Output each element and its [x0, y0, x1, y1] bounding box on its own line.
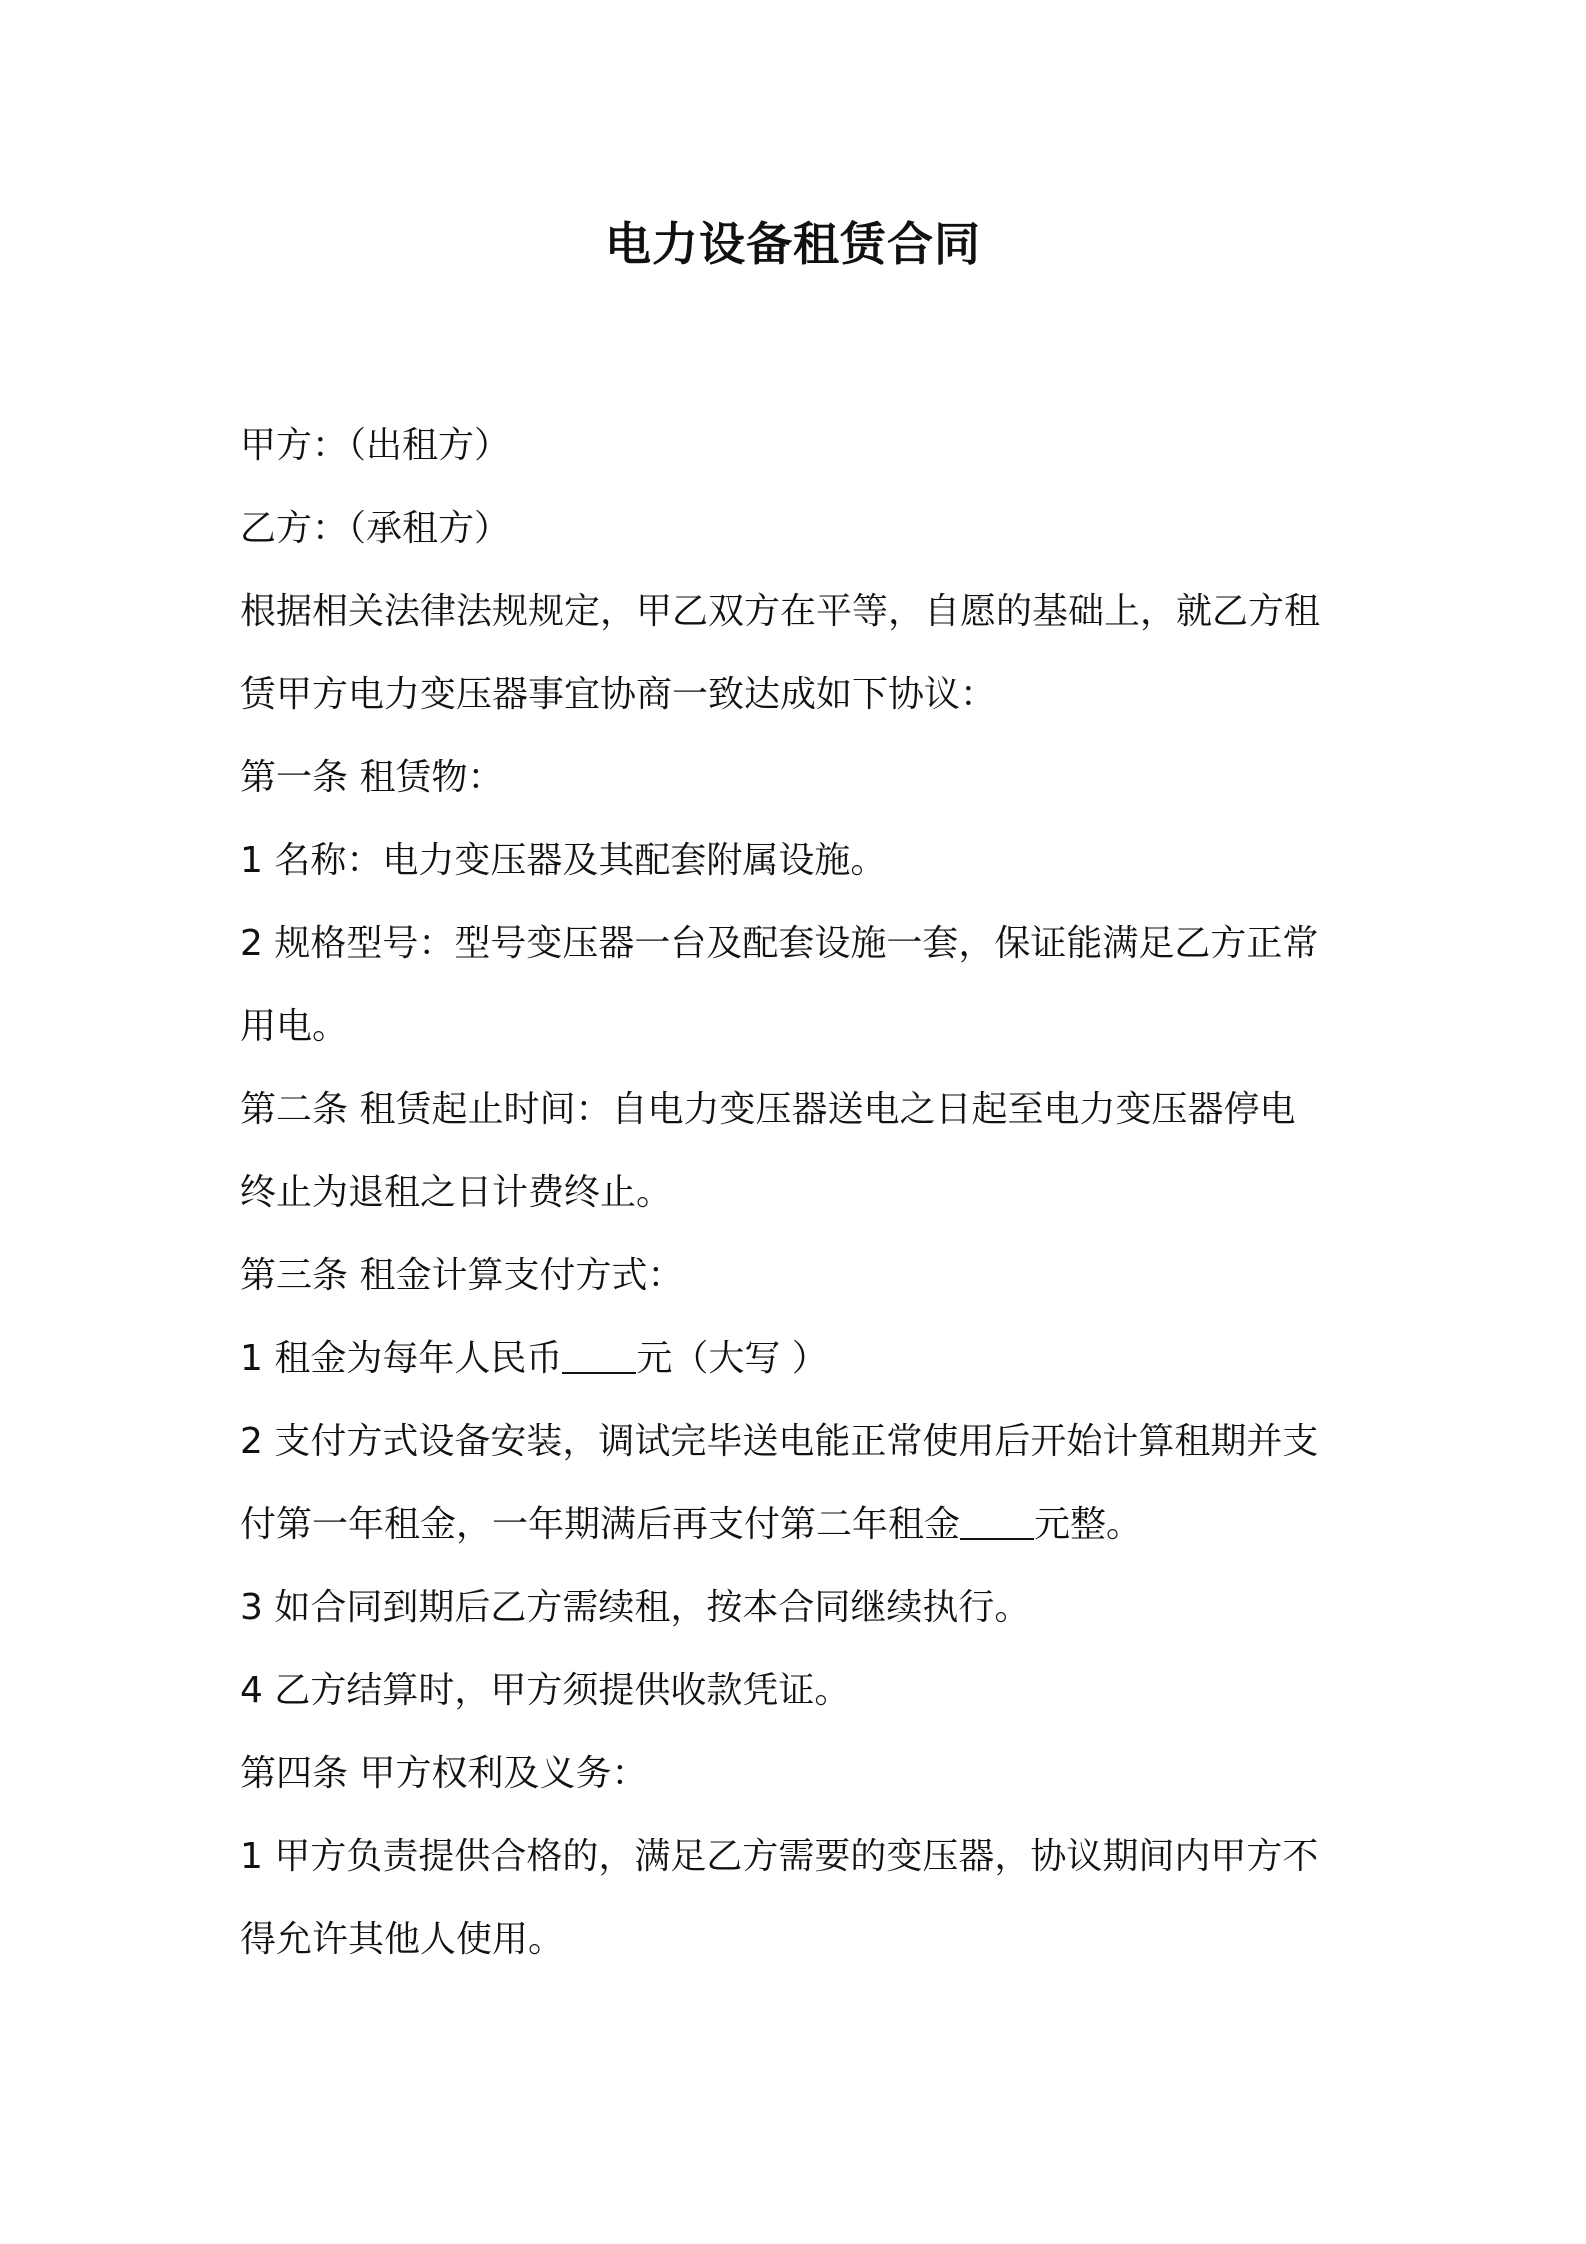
party-b-line: 乙方：（承租方） [240, 508, 511, 549]
article-4-heading: 第四条 甲方权利及义务： [240, 1753, 648, 1794]
document-body [240, 404, 1360, 1981]
article-3-item-2-line-1: 2 支付方式设备安装，调试完毕送电能正常使用后开始计算租期并支 [240, 1421, 1319, 1462]
article-3-item-3: 3 如合同到期后乙方需续租，按本合同继续执行。 [240, 1587, 1031, 1628]
article-1-item-2-line-2: 用电。 [240, 1006, 349, 1047]
article-1-item-1: 1 名称：电力变压器及其配套附属设施。 [240, 840, 887, 881]
article-3-item-4: 4 乙方结算时，甲方须提供收款凭证。 [240, 1670, 851, 1711]
article-3-heading: 第三条 租金计算支付方式： [240, 1255, 684, 1296]
article-2-line-1: 第二条 租赁起止时间：自电力变压器送电之日起至电力变压器停电 [240, 1089, 1296, 1130]
article-1-heading: 第一条 租赁物： [240, 757, 504, 798]
article-3-item-1-text-after: 元（大写 ） [636, 1338, 828, 1379]
party-a-line: 甲方：（出租方） [240, 425, 511, 466]
second-year-rent-blank [960, 1504, 1034, 1540]
article-3-item-2-text-before: 付第一年租金，一年期满后再支付第二年租金 [240, 1504, 961, 1545]
article-4-item-1-line-2: 得允许其他人使用。 [240, 1919, 565, 1960]
rent-amount-blank [562, 1338, 636, 1374]
article-1-item-2-line-1: 2 规格型号：型号变压器一台及配套设施一套，保证能满足乙方正常 [240, 923, 1319, 964]
article-3-item-1-text-before: 1 租金为每年人民币 [240, 1338, 563, 1379]
article-2-line-2: 终止为退租之日计费终止。 [240, 1172, 673, 1213]
article-3-item-1 [240, 1317, 1360, 1400]
preamble-line-1: 根据相关法律法规规定，甲乙双方在平等，自愿的基础上，就乙方租 [240, 591, 1321, 632]
article-3-item-2-line-2 [240, 1483, 1360, 1566]
document-title: 电力设备租赁合同 [605, 217, 981, 271]
preamble-line-2: 赁甲方电力变压器事宜协商一致达成如下协议： [240, 674, 997, 715]
article-3-item-2-text-after: 元整。 [1034, 1504, 1143, 1545]
article-4-item-1-line-1: 1 甲方负责提供合格的，满足乙方需要的变压器，协议期间内甲方不 [240, 1836, 1319, 1877]
